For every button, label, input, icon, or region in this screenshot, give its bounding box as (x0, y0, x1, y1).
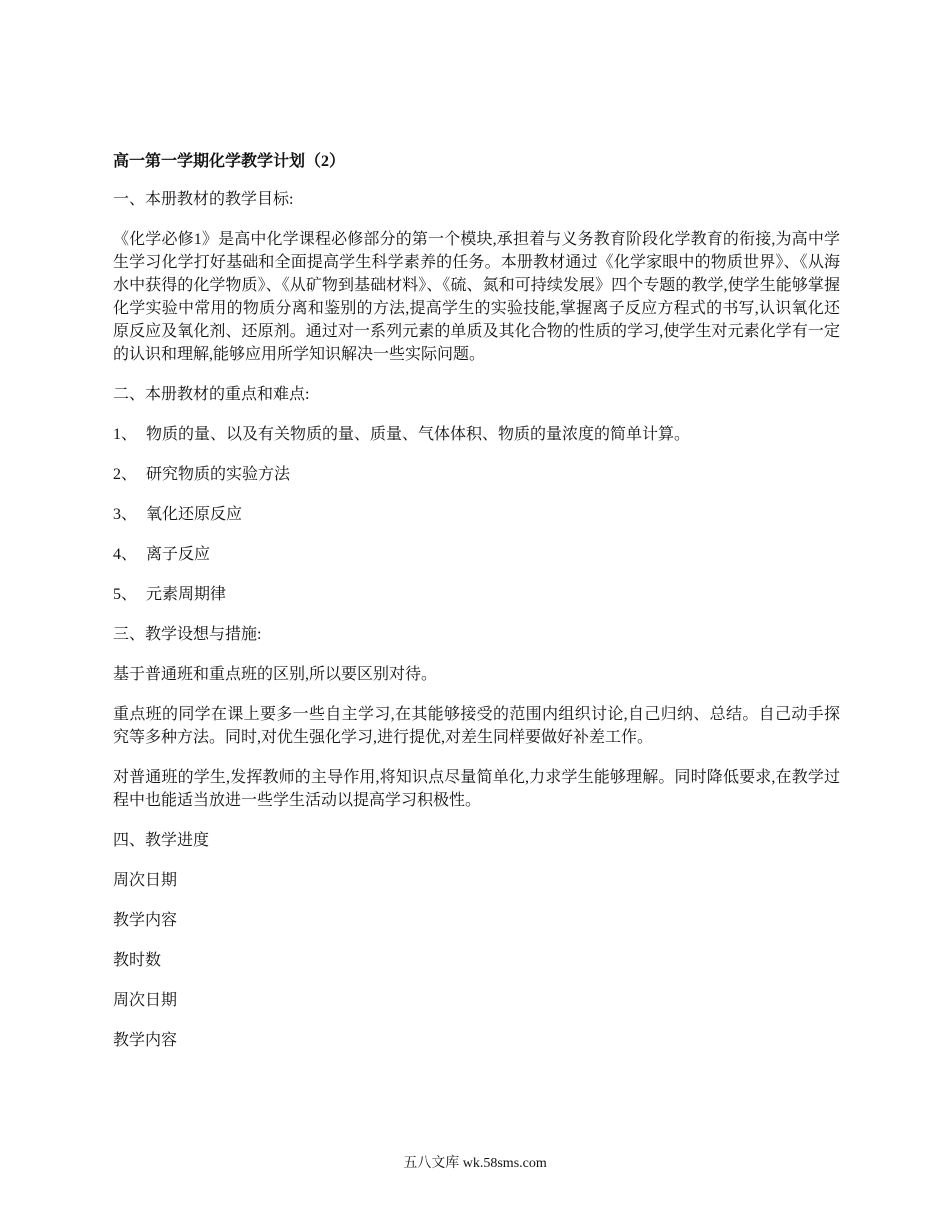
key-point-text: 离子反应 (146, 546, 211, 563)
key-point-number: 3、 (113, 506, 138, 523)
key-point-5 (113, 583, 840, 606)
key-point-1 (113, 423, 840, 446)
key-point-number: 4、 (113, 546, 138, 563)
section3-para1: 基于普通班和重点班的区别,所以要区别对待。 (113, 666, 438, 683)
schedule-label-content: 教学内容 (113, 912, 178, 929)
footer-watermark: 五八文库 wk.58sms.com (403, 1156, 547, 1171)
key-point-number: 1、 (113, 426, 138, 443)
section3-para2: 重点班的同学在课上要多一些自主学习,在其能够接受的范围内组织讨论,自己归纳、总结。自己动手探究等多种方法。同时,对优生强化学习,进行提优,对差生同样要做好补差工作。 (113, 706, 840, 746)
key-point-text: 研究物质的实验方法 (146, 466, 291, 483)
schedule-label-content: 教学内容 (113, 1032, 178, 1049)
schedule-label-week-date: 周次日期 (113, 992, 178, 1009)
section4-heading: 四、教学进度 (113, 832, 210, 849)
key-point-number: 5、 (113, 586, 138, 603)
key-point-text: 物质的量、以及有关物质的量、质量、气体体积、物质的量浓度的简单计算。 (146, 426, 691, 443)
section1-body: 《化学必修1》是高中化学课程必修部分的第一个模块,承担着与义务教育阶段化学教育的衔接,为高中学生学习化学打好基础和全面提高学生科学素养的任务。本册教材通过《化学家眼中的物质世界》、《从海水中获得的化学物质》、《从矿物到基础材料》、《硫、氮和可持续发展》四个专题的教学,使学生能够掌握化学实验中常用的物质分离和鉴别的方法,提高学生的实验技能,掌握离子反应方程式的书写,认识氧化还原反应及氧化剂、还原剂。通过对一系列元素的单质及其化合物的性质的学习,使学生对元素化学有一定的认识和理解,能够应用所学知识解决一些实际问题。 (113, 231, 840, 363)
schedule-label-week-date: 周次日期 (113, 872, 178, 889)
key-point-3 (113, 503, 840, 526)
document-title: 高一第一学期化学教学计划（2） (113, 153, 346, 170)
key-point-text: 氧化还原反应 (146, 506, 243, 523)
section3-heading: 三、教学设想与措施: (113, 626, 262, 643)
key-point-2 (113, 463, 840, 486)
section2-heading: 二、本册教材的重点和难点: (113, 386, 310, 403)
schedule-label-hours: 教时数 (113, 952, 162, 969)
section1-heading: 一、本册教材的教学目标: (113, 191, 294, 208)
section3-para3: 对普通班的学生,发挥教师的主导作用,将知识点尽量简单化,力求学生能够理解。同时降低要求,在教学过程中也能适当放进一些学生活动以提高学习积极性。 (113, 769, 840, 809)
key-point-text: 元素周期律 (146, 586, 227, 603)
key-point-number: 2、 (113, 466, 138, 483)
key-point-4 (113, 543, 840, 566)
document-page (113, 148, 840, 1069)
